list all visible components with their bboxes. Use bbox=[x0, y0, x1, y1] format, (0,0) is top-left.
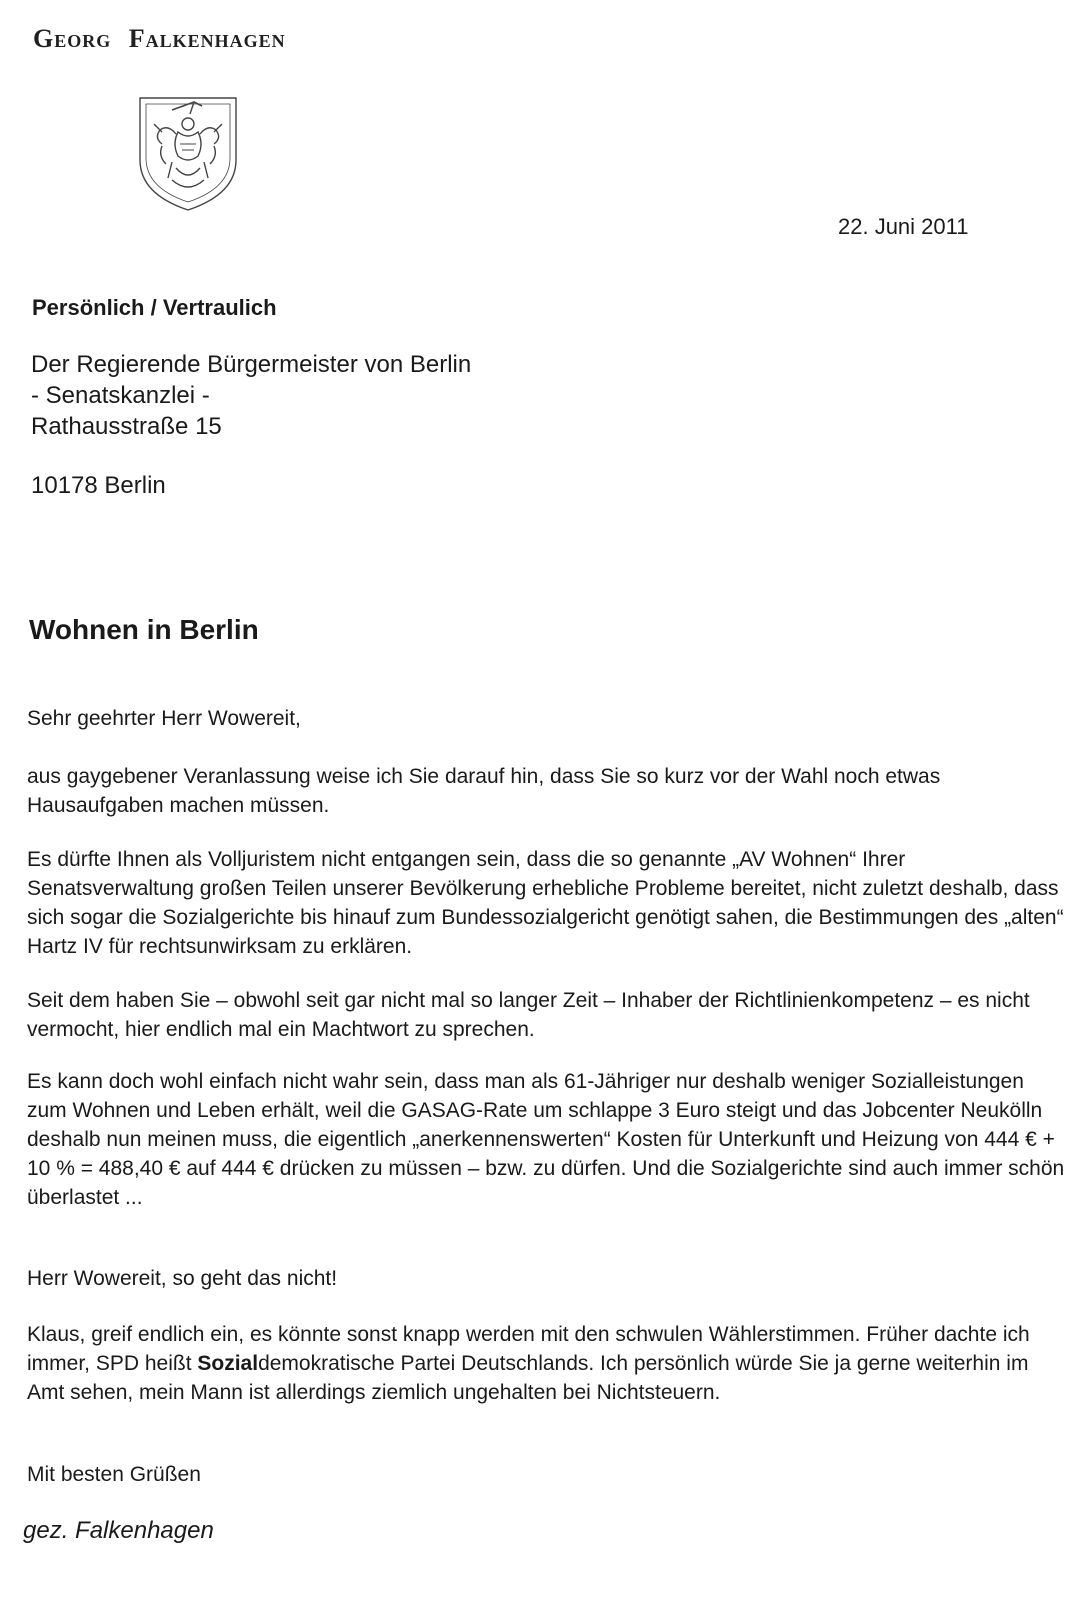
letterhead-name: Georg Falkenhagen bbox=[33, 24, 286, 53]
paragraph-6-start: Klaus, greif endlich ein, es könnte sonst knapp werden mit den schwulen Wählerstimmen. Früher dachte ich immer, SPD heißt bbox=[27, 1323, 1030, 1375]
paragraph-6-end: demokratische Partei Deutschlands. Ich persönlich würde Sie ja gerne weiterhin im Amt sehen, mein Mann ist allerdings ziemlich ungehalten bei Nichtsteuern. bbox=[27, 1352, 1029, 1404]
paragraph-2: Es dürfte Ihnen als Volljuristem nicht entgangen sein, dass die so genannte „AV Wohnen“ Ihrer Senatsverwaltung großen Teilen unserer Bevölkerung erhebliche Probleme bereitet, nicht zuletzt deshalb, dass sich sogar die Sozialgerichte bis hinauf zum Bundessozialgericht genötigt sahen, die Bestimmungen des „alten“ Hartz IV für rechtsunwirksam zu erklären. bbox=[27, 848, 1064, 958]
paragraph-6 bbox=[27, 1320, 1067, 1407]
paragraph-5: Herr Wowereit, so geht das nicht! bbox=[27, 1267, 338, 1290]
paragraph-1: aus gaygebener Veranlassung weise ich Sie darauf hin, dass Sie so kurz vor der Wahl noch etwas Hausaufgaben machen müssen. bbox=[27, 765, 941, 817]
letter-date: 22. Juni 2011 bbox=[838, 214, 969, 239]
letter-subject: Wohnen in Berlin bbox=[29, 614, 259, 645]
recipient-line-2: - Senatskanzlei - bbox=[31, 382, 210, 409]
signature: gez. Falkenhagen bbox=[23, 1517, 214, 1544]
paragraph-6-bold: Sozial bbox=[197, 1352, 259, 1375]
recipient-address bbox=[31, 349, 471, 442]
salutation: Sehr geehrter Herr Wowereit, bbox=[27, 707, 301, 730]
coat-of-arms-icon bbox=[132, 94, 244, 214]
closing: Mit besten Grüßen bbox=[27, 1463, 201, 1486]
paragraph-4: Es kann doch wohl einfach nicht wahr sein, dass man als 61-Jähriger nur deshalb weniger Sozialleistungen zum Wohnen und Leben erhält, weil die GASAG-Rate um schlappe 3 Euro steigt und das Jobcenter Neukölln deshalb nun meinen muss, die eigentlich „anerkennenswerten“ Kosten für Unterkunft und Heizung von 444 € + 10 % = 488,40 € auf 444 € drücken zu müssen – bzw. zu dürfen. Und die Sozialgerichte sind auch immer schön überlastet ... bbox=[27, 1070, 1065, 1209]
confidential-note: Persönlich / Vertraulich bbox=[32, 295, 277, 320]
recipient-line-3: Rathausstraße 15 bbox=[31, 413, 222, 440]
recipient-line-1: Der Regierende Bürgermeister von Berlin bbox=[31, 351, 472, 378]
paragraph-3: Seit dem haben Sie – obwohl seit gar nicht mal so langer Zeit – Inhaber der Richtlinienkompetenz – es nicht vermocht, hier endlich mal ein Machtwort zu sprechen. bbox=[27, 989, 1030, 1041]
recipient-postal-city: 10178 Berlin bbox=[31, 472, 166, 499]
